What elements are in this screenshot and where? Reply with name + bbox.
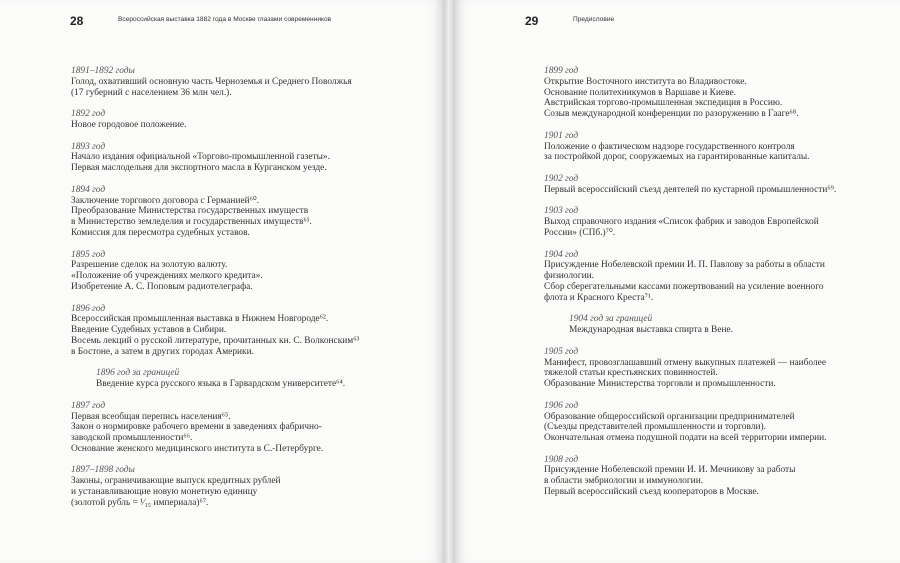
- entry-line: тяжелой статьи крестьянских повинностей.: [544, 368, 718, 379]
- entry-year: 1904 год: [544, 249, 579, 260]
- chronology-entry: [71, 250, 411, 293]
- entry-year: 1901 год: [544, 130, 579, 141]
- entry-year: 1899 год: [544, 66, 579, 76]
- entry-line: «Положение об учреждениях мелкого кредита».: [71, 271, 263, 282]
- entry-year: 1903 год: [544, 206, 579, 217]
- chronology-entry: [96, 368, 411, 390]
- entry-line: Положение о фактическом надзоре государственного контроля: [544, 141, 795, 152]
- entry-line: Манифест, провозглашавший отмену выкупных платежей — наиболее: [544, 357, 826, 368]
- entry-line: Первая всеобщая перепись населения⁶⁵.: [71, 411, 231, 422]
- entry-line: Законы, ограничивающие выпуск кредитных рублей: [71, 476, 281, 487]
- entry-line: в Бостоне, а затем в других городах Америки.: [71, 346, 254, 357]
- entry-year: 1894 год: [71, 184, 106, 195]
- chronology-entry: [544, 66, 884, 120]
- entry-line: Окончательная отмена подушной подати на всей территории империи.: [544, 433, 827, 444]
- chronology-entry: [71, 304, 411, 358]
- book-gutter: [443, 0, 455, 563]
- entry-line: Комиссия для пересмотра судебных уставов.: [71, 227, 250, 238]
- entry-year: 1906 год: [544, 400, 579, 411]
- page-number: 29: [525, 14, 539, 28]
- entry-year: 1897 год: [71, 400, 106, 411]
- entry-line: Открытие Восточного института во Владивостоке.: [544, 76, 747, 87]
- entry-year: 1904 год за границей: [569, 314, 653, 325]
- page-number: 28: [70, 14, 84, 28]
- entry-line: Первая маслодельня для экспортного масла в Курганском уезде.: [71, 163, 327, 174]
- entry-line: Основание политехникумов в Варшаве и Киеве.: [544, 87, 736, 98]
- entry-line: Разрешение сделок на золотую валюту.: [71, 260, 228, 271]
- entry-line: Созыв международной конференции по разоружению в Гааге⁶⁸.: [544, 109, 799, 120]
- entry-line: Введение курса русского языка в Гарвардском университете⁶⁴.: [96, 379, 346, 390]
- running-head: Всероссийская выставка 1882 года в Москве глазами современников: [118, 16, 332, 23]
- entry-line: и устанавливающие новую монетную единицу: [71, 487, 258, 498]
- entry-line: заводской промышленности⁶⁶.: [71, 433, 193, 444]
- entry-line: Первый всероссийский съезд кооператоров в Москве.: [544, 487, 759, 498]
- entry-line: в области эмбриологии и иммунологии.: [544, 476, 704, 487]
- right-page: [455, 0, 900, 563]
- chronology-entry: [71, 401, 411, 455]
- entry-line: Австрийская торгово-промышленная экспедиция в Россию.: [544, 98, 783, 109]
- entry-line: Новое городовое положение.: [71, 119, 187, 130]
- entry-line: (золотой рубль = ¹⁄₁₅ империала)⁶⁷.: [71, 497, 209, 508]
- left-page: [0, 0, 443, 563]
- entry-line: Выход справочного издания «Список фабрик и заводов Европейской: [544, 217, 819, 228]
- chronology-entry: [544, 401, 884, 444]
- entry-year: 1891–1892 годы: [71, 66, 135, 76]
- chronology-entry: [544, 250, 884, 304]
- entry-year: 1895 год: [71, 249, 106, 260]
- entry-line: Присуждение Нобелевской премии И. П. Павлову за работы в области: [544, 260, 825, 271]
- entry-line: Всероссийская промышленная выставка в Нижнем Новгороде⁶².: [71, 314, 329, 325]
- entry-year: 1896 год за границей: [96, 368, 180, 379]
- entry-line: Присуждение Нобелевской премии И. И. Мечникову за работы: [544, 465, 796, 476]
- chronology-entry: [569, 314, 884, 336]
- entry-year: 1896 год: [71, 303, 106, 314]
- entry-line: Закон о нормировке рабочего времени в заведениях фабрично-: [71, 422, 322, 433]
- chronology-entry: [71, 66, 411, 98]
- entry-year: 1908 год: [544, 454, 579, 465]
- entry-line: в Министерство земледелия и государственных имуществ⁶¹.: [71, 217, 312, 228]
- entry-line: Образование Министерства торговли и промышленности.: [544, 379, 776, 390]
- entry-line: Образование общероссийской организации предпринимателей: [544, 411, 795, 422]
- chronology-entry: [544, 131, 884, 163]
- entry-line: Изобретение А. С. Поповым радиотелеграфа.: [71, 281, 253, 292]
- entry-year: 1905 год: [544, 346, 579, 357]
- entry-year: 1897–1898 годы: [71, 465, 135, 476]
- chronology-entry: [544, 206, 884, 238]
- entry-year: 1893 год: [71, 141, 106, 152]
- chronology-list-left: [71, 66, 411, 519]
- chronology-entry: [71, 465, 411, 508]
- chronology-entry: [71, 109, 411, 131]
- running-head: Предисловие: [573, 16, 615, 23]
- chronology-entry: [544, 455, 884, 498]
- entry-line: Голод, охвативший основную часть Черноземья и Среднего Поволжья: [71, 76, 352, 87]
- entry-year: 1902 год: [544, 173, 579, 184]
- chronology-entry: [544, 174, 884, 196]
- entry-line: Начало издания официальной «Торгово-промышленной газеты».: [71, 152, 330, 163]
- entry-line: физиологии.: [544, 271, 594, 282]
- entry-year: 1892 год: [71, 109, 106, 120]
- chronology-entry: [71, 185, 411, 239]
- entry-line: Восемь лекций о русской литературе, прочитанных кн. С. Волконским⁶³: [71, 335, 360, 346]
- entry-line: (17 губерний с населением 36 млн чел.).: [71, 87, 232, 98]
- chronology-entry: [71, 142, 411, 174]
- entry-line: России» (СПб.)⁷⁰.: [544, 227, 616, 238]
- entry-line: (Съезды представителей промышленности и торговли).: [544, 422, 766, 433]
- entry-line: Преобразование Министерства государственных имуществ: [71, 206, 309, 217]
- entry-line: Международная выставка спирта в Вене.: [569, 325, 733, 336]
- chronology-entry: [544, 347, 884, 390]
- entry-line: за постройкой дорог, сооружаемых на гарантированные капиталы.: [544, 152, 810, 163]
- entry-line: Введение Судебных уставов в Сибири.: [71, 325, 227, 336]
- entry-line: Первый всероссийский съезд деятелей по кустарной промышленности⁶⁹.: [544, 184, 837, 195]
- entry-line: Основание женского медицинского института в С.-Петербурге.: [71, 443, 324, 454]
- entry-line: флота и Красного Креста⁷¹.: [544, 292, 654, 303]
- entry-line: Сбор сберегательными кассами пожертвований на усиление военного: [544, 281, 824, 292]
- chronology-list-right: [544, 66, 884, 509]
- entry-line: Заключение торгового договора с Германией⁶⁰.: [71, 195, 260, 206]
